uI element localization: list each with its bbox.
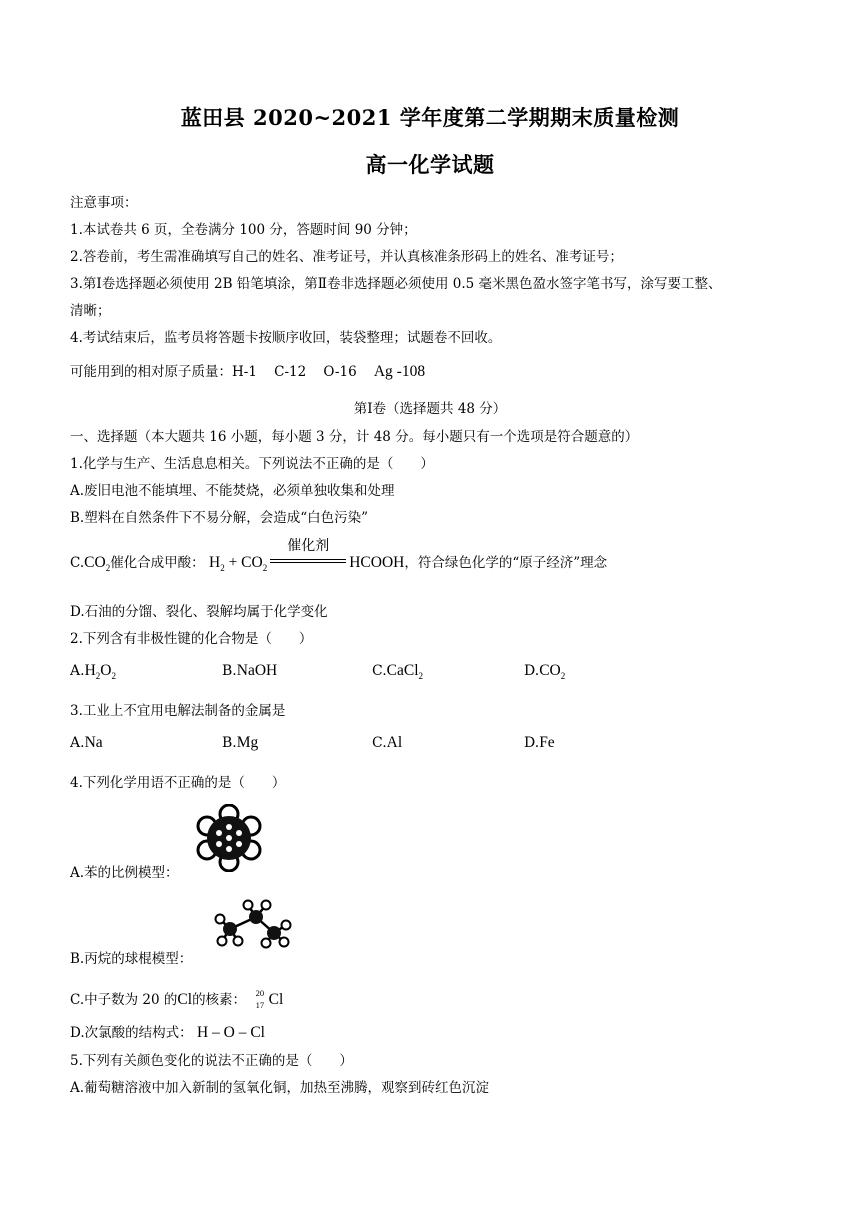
question-1-option-c: $C.CO_2$催化合成甲酸： $H_2 + CO_2$ 催化剂 HCOOH，符合绿色化学的“原子经济”理念 (70, 551, 607, 573)
part1-heading: 第Ⅰ卷（选择题共 48 分） (353, 401, 507, 417)
notice-item: 2.答卷前，考生需准确填写自己的姓名、准考证号，并认真核准条形码上的姓名、准考证号； (70, 249, 623, 265)
question-2-stem: 2.下列含有非极性键的化合物是（ ） (70, 631, 313, 647)
reaction-equation: $H_2 + CO_2$ (208, 554, 268, 574)
question-4-option-c: C.中子数为 20 的Cl的核素： 20 17 Cl (70, 988, 284, 1010)
benzene-space-filling-model-image (194, 804, 264, 872)
atomic-mass-h: H-1 (232, 364, 257, 380)
notice-heading: 注意事项： (70, 195, 138, 211)
notice-item: 清晰； (70, 303, 111, 319)
notice-item: 3.第Ⅰ卷选择题必须使用 2B 铅笔填涂，第Ⅱ卷非选择题必须使用 0.5 毫米黑色盈水签字笔书写，涂写要工整、 (70, 276, 722, 292)
question-1-option-d: D.石油的分馏、裂化、裂解均属于化学变化 (70, 604, 328, 620)
question-4-stem: 4.下列化学用语不正确的是（ ） (70, 775, 286, 791)
chlorine-nuclide-notation: 20 17 (255, 988, 265, 1010)
catalyst-label: 催化剂 (287, 538, 330, 554)
question-2-option-b: B.NaOH (222, 662, 278, 679)
question-4-option-a: A.苯的比例模型： (70, 865, 179, 881)
question-3-option-b: B.Mg (222, 734, 259, 751)
section-heading: 一、选择题（本大题共 16 小题，每小题 3 分，计 48 分。每小题只有一个选项是符合题意的） (70, 429, 639, 445)
atomic-mass-ag: Ag -108 (373, 363, 426, 380)
propane-ball-and-stick-model-image (212, 895, 294, 949)
question-2-option-d: $D.CO_2$ (524, 662, 566, 682)
question-5-stem: 5.下列有关颜色变化的说法不正确的是（ ） (70, 1053, 353, 1069)
notice-item: 4.考试结束后，监考员将答题卡按顺序收回，装袋整理；试题卷不回收。 (70, 330, 502, 346)
atomic-mass-o: O-16 (323, 364, 357, 380)
product-formula: HCOOH (349, 554, 405, 571)
question-5-option-a: A.葡萄糖溶液中加入新制的氢氧化铜，加热至沸腾，观察到砖红色沉淀 (70, 1080, 490, 1096)
atomic-mass-label: 可能用到的相对原子质量： (70, 364, 232, 380)
question-4-option-d: D.次氯酸的结构式： H – O – Cl (70, 1024, 265, 1041)
question-3-option-a: A.Na (70, 734, 103, 751)
atomic-mass-c: C-12 (274, 364, 307, 380)
catalyst-equals-sign (270, 538, 346, 569)
notice-item: 1.本试卷共 6 页，全卷满分 100 分，答题时间 90 分钟； (70, 222, 417, 238)
question-1-option-b: B.塑料在自然条件下不易分解，会造成“白色污染” (70, 510, 369, 526)
question-3-option-d: D.Fe (524, 734, 555, 751)
exam-title: 蓝田县 2020~2021 学年度第二学期期末质量检测 (180, 105, 680, 130)
co2-formula: $CO_2$ (84, 554, 111, 574)
question-2-option-c: C.CaCl$_2$ (372, 662, 424, 682)
question-1-option-a: A.废旧电池不能填埋、不能焚烧，必须单独收集和处理 (70, 483, 395, 499)
question-3-stem: 3.工业上不宜用电解法制备的金属是 (70, 703, 286, 719)
hypochlorous-acid-structure: H – O – Cl (196, 1024, 265, 1041)
exam-subtitle: 高一化学试题 (365, 152, 495, 177)
question-1-stem: 1.化学与生产、生活息息相关。下列说法不正确的是（ ） (70, 456, 434, 472)
atomic-mass-line (70, 360, 425, 381)
question-4-option-b: B.丙烷的球棍模型： (70, 951, 193, 967)
question-3-option-c: C.Al (372, 734, 403, 751)
question-2-option-a: $A.H_2O_2$ (70, 662, 116, 682)
